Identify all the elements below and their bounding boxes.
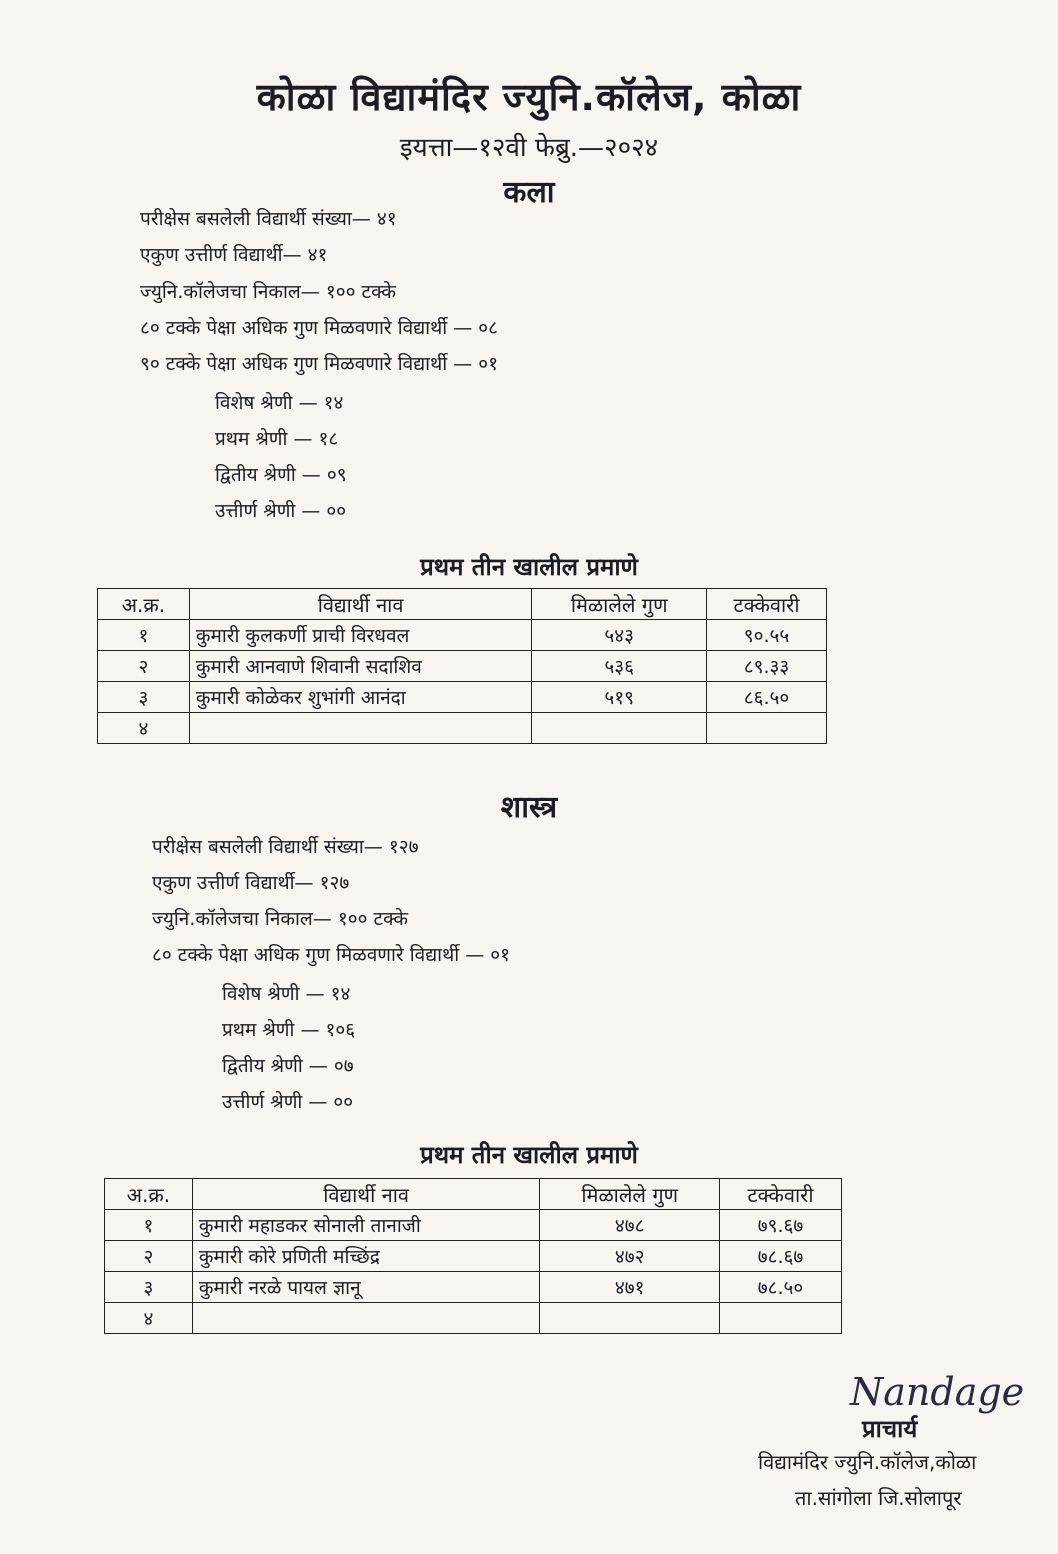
arts-grade-distinction: विशेष श्रेणी — १४ <box>215 392 344 414</box>
cell-percent: ८९.३३ <box>707 651 827 682</box>
arts-grade-second: द्वितीय श्रेणी — ०९ <box>215 464 347 486</box>
cell-serial: ३ <box>105 1272 193 1303</box>
cell-percent: ७९.६७ <box>720 1210 842 1241</box>
cell-serial: ४ <box>98 713 190 744</box>
science-stat-above-80: ८० टक्के पेक्षा अधिक गुण मिळवणारे विद्यार्थी — ०१ <box>152 944 510 966</box>
cell-marks: ४७२ <box>540 1241 720 1272</box>
cell-serial: ३ <box>98 682 190 713</box>
cell-marks <box>540 1303 720 1334</box>
cell-name: कुमारी नरळे पायल ज्ञानू <box>192 1272 539 1303</box>
arts-top-heading: प्रथम तीन खालील प्रमाणे <box>420 553 638 581</box>
table-row <box>105 1241 842 1272</box>
column-header-marks: मिळालेले गुण <box>532 589 707 620</box>
cell-marks: ५१९ <box>532 682 707 713</box>
cell-marks <box>532 713 707 744</box>
table-row <box>98 620 827 651</box>
cell-percent <box>707 713 827 744</box>
cell-serial: २ <box>105 1241 193 1272</box>
column-header-serial: अ.क्र. <box>105 1179 193 1210</box>
science-results-table <box>104 1178 842 1334</box>
signature-role: प्राचार्य <box>862 1415 918 1443</box>
science-grade-distinction: विशेष श्रेणी — १४ <box>222 983 351 1005</box>
column-header-name: विद्यार्थी नाव <box>192 1179 539 1210</box>
column-header-percent: टक्केवारी <box>707 589 827 620</box>
arts-stat-appeared: परीक्षेस बसलेली विद्यार्थी संख्या— ४१ <box>140 208 397 230</box>
science-heading: शास्त्र <box>500 790 558 825</box>
page-title: कोळा विद्यामंदिर ज्युनि.कॉलेज, कोळा <box>256 75 802 119</box>
science-grade-second: द्वितीय श्रेणी — ०७ <box>222 1055 354 1077</box>
science-grade-first: प्रथम श्रेणी — १०६ <box>222 1019 356 1041</box>
arts-stat-above-90: ९० टक्के पेक्षा अधिक गुण मिळवणारे विद्यार्थी — ०१ <box>140 353 498 375</box>
cell-marks: ४७१ <box>540 1272 720 1303</box>
column-header-percent: टक्केवारी <box>720 1179 842 1210</box>
science-stat-result: ज्युनि.कॉलेजचा निकाल— १०० टक्के <box>152 908 409 930</box>
arts-stat-passed: एकुण उत्तीर्ण विद्यार्थी— ४१ <box>140 244 328 266</box>
signature-institution: विद्यामंदिर ज्युनि.कॉलेज,कोळा <box>758 1450 977 1474</box>
table-row <box>105 1210 842 1241</box>
arts-heading: कला <box>503 175 555 210</box>
cell-serial: १ <box>105 1210 193 1241</box>
table-row <box>105 1272 842 1303</box>
cell-name: कुमारी महाडकर सोनाली तानाजी <box>192 1210 539 1241</box>
column-header-serial: अ.क्र. <box>98 589 190 620</box>
column-header-marks: मिळालेले गुण <box>540 1179 720 1210</box>
cell-percent: ९०.५५ <box>707 620 827 651</box>
science-stat-appeared: परीक्षेस बसलेली विद्यार्थी संख्या— १२७ <box>152 836 419 858</box>
table-header-row <box>105 1179 842 1210</box>
cell-name: कुमारी आनवाणे शिवानी सदाशिव <box>189 651 531 682</box>
column-header-name: विद्यार्थी नाव <box>189 589 531 620</box>
science-top-heading: प्रथम तीन खालील प्रमाणे <box>420 1141 638 1169</box>
table-row <box>98 682 827 713</box>
cell-percent: ८६.५० <box>707 682 827 713</box>
cell-name <box>192 1303 539 1334</box>
cell-serial: ४ <box>105 1303 193 1334</box>
page-subtitle: इयत्ता—१२वी फेब्रु.—२०२४ <box>399 133 659 163</box>
arts-stat-above-80: ८० टक्के पेक्षा अधिक गुण मिळवणारे विद्यार्थी — ०८ <box>140 317 498 339</box>
table-row <box>105 1303 842 1334</box>
cell-name: कुमारी कोरे प्रणिती मच्छिंद्र <box>192 1241 539 1272</box>
science-grade-pass: उत्तीर्ण श्रेणी — ०० <box>222 1091 354 1113</box>
principal-signature: Nandage <box>850 1370 1025 1414</box>
arts-grade-pass: उत्तीर्ण श्रेणी — ०० <box>215 500 347 522</box>
cell-marks: ५४३ <box>532 620 707 651</box>
table-row <box>98 713 827 744</box>
arts-grade-first: प्रथम श्रेणी — १८ <box>215 428 339 450</box>
cell-percent <box>720 1303 842 1334</box>
cell-marks: ४७८ <box>540 1210 720 1241</box>
arts-results-table <box>97 588 827 744</box>
cell-name <box>189 713 531 744</box>
signature-location: ता.सांगोला जि.सोलापूर <box>795 1486 962 1510</box>
cell-name: कुमारी कुलकर्णी प्राची विरधवल <box>189 620 531 651</box>
cell-marks: ५३६ <box>532 651 707 682</box>
science-stat-passed: एकुण उत्तीर्ण विद्यार्थी— १२७ <box>152 872 350 894</box>
cell-percent: ७८.६७ <box>720 1241 842 1272</box>
table-row <box>98 651 827 682</box>
arts-stat-result: ज्युनि.कॉलेजचा निकाल— १०० टक्के <box>140 281 397 303</box>
table-header-row <box>98 589 827 620</box>
cell-serial: २ <box>98 651 190 682</box>
cell-name: कुमारी कोळेकर शुभांगी आनंदा <box>189 682 531 713</box>
cell-serial: १ <box>98 620 190 651</box>
cell-percent: ७८.५० <box>720 1272 842 1303</box>
